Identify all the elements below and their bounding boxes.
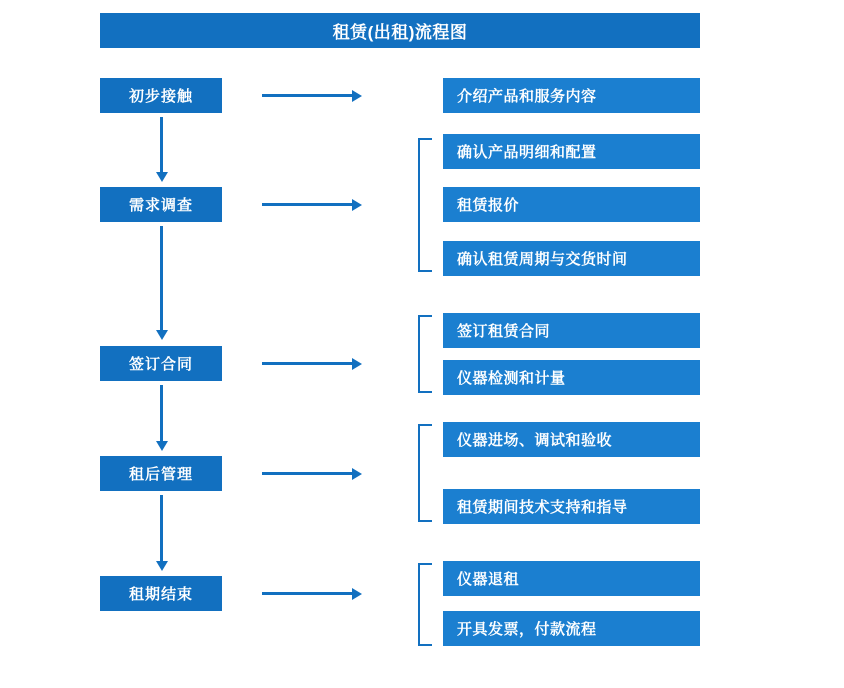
group-bracket-3 [418,315,432,393]
group-bracket-5 [418,563,432,646]
group-bracket-4 [418,424,432,522]
connector-arrow-1 [160,117,163,173]
branch-arrow-4 [262,472,352,475]
detail-box-9[interactable]: 仪器退租 [443,561,700,596]
branch-arrow-5 [262,592,352,595]
branch-arrow-2 [262,203,352,206]
group-bracket-2 [418,138,432,272]
connector-arrow-3 [160,385,163,442]
detail-box-8[interactable]: 租赁期间技术支持和指导 [443,489,700,524]
connector-arrow-2 [160,226,163,331]
branch-arrow-3 [262,362,352,365]
detail-box-3[interactable]: 租赁报价 [443,187,700,222]
stage-box-4[interactable]: 租后管理 [100,456,222,491]
detail-box-4[interactable]: 确认租赁周期与交货时间 [443,241,700,276]
detail-box-10[interactable]: 开具发票，付款流程 [443,611,700,646]
stage-box-5[interactable]: 租期结束 [100,576,222,611]
stage-box-2[interactable]: 需求调查 [100,187,222,222]
stage-box-1[interactable]: 初步接触 [100,78,222,113]
detail-box-2[interactable]: 确认产品明细和配置 [443,134,700,169]
page-title: 租赁(出租)流程图 [100,13,700,48]
connector-arrow-4 [160,495,163,562]
detail-box-1[interactable]: 介绍产品和服务内容 [443,78,700,113]
detail-box-5[interactable]: 签订租赁合同 [443,313,700,348]
detail-box-7[interactable]: 仪器进场、调试和验收 [443,422,700,457]
branch-arrow-1 [262,94,352,97]
stage-box-3[interactable]: 签订合同 [100,346,222,381]
detail-box-6[interactable]: 仪器检测和计量 [443,360,700,395]
